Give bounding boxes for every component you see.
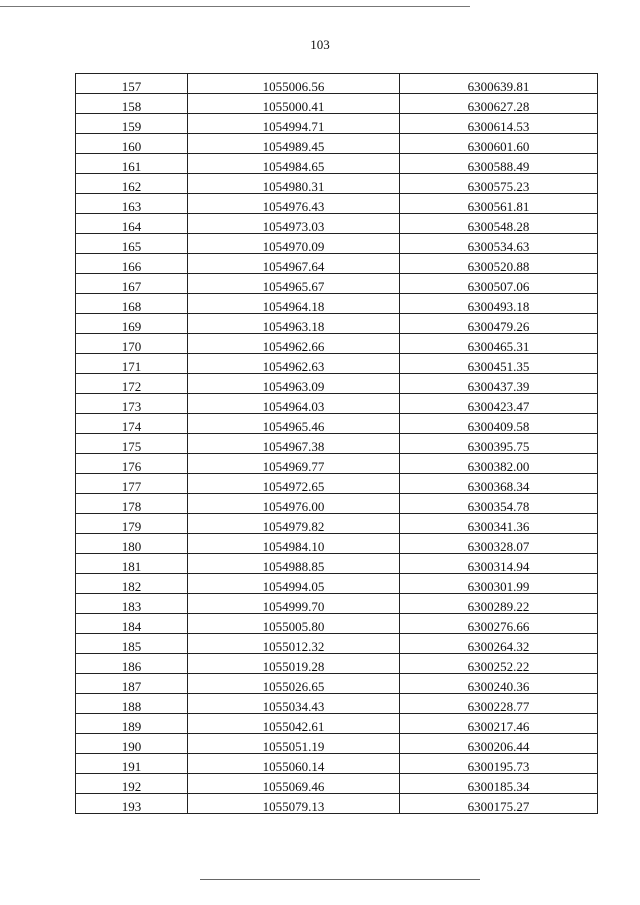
table-row <box>76 754 598 774</box>
x-coordinate-cell: 1054967.38 <box>188 434 400 454</box>
x-coordinate-cell: 1054967.64 <box>188 254 400 274</box>
y-coordinate-cell: 6300382.00 <box>400 454 598 474</box>
y-coordinate-cell: 6300289.22 <box>400 594 598 614</box>
x-coordinate-cell: 1055051.19 <box>188 734 400 754</box>
point-number-cell: 169 <box>76 314 188 334</box>
y-coordinate-cell: 6300252.22 <box>400 654 598 674</box>
table-row <box>76 794 598 814</box>
x-coordinate-cell: 1055060.14 <box>188 754 400 774</box>
table-row <box>76 194 598 214</box>
point-number-cell: 159 <box>76 114 188 134</box>
point-number-cell: 192 <box>76 774 188 794</box>
table-row <box>76 714 598 734</box>
x-coordinate-cell: 1054962.66 <box>188 334 400 354</box>
point-number-cell: 162 <box>76 174 188 194</box>
x-coordinate-cell: 1054963.18 <box>188 314 400 334</box>
y-coordinate-cell: 6300175.27 <box>400 794 598 814</box>
x-coordinate-cell: 1055042.61 <box>188 714 400 734</box>
x-coordinate-cell: 1054962.63 <box>188 354 400 374</box>
table-row <box>76 534 598 554</box>
x-coordinate-cell: 1055079.13 <box>188 794 400 814</box>
y-coordinate-cell: 6300276.66 <box>400 614 598 634</box>
table-row <box>76 514 598 534</box>
y-coordinate-cell: 6300520.88 <box>400 254 598 274</box>
table-row <box>76 314 598 334</box>
table-row <box>76 154 598 174</box>
point-number-cell: 190 <box>76 734 188 754</box>
x-coordinate-cell: 1055006.56 <box>188 74 400 94</box>
y-coordinate-cell: 6300614.53 <box>400 114 598 134</box>
table-row <box>76 254 598 274</box>
top-rule <box>0 6 470 7</box>
point-number-cell: 158 <box>76 94 188 114</box>
page-number: 103 <box>310 37 330 52</box>
y-coordinate-cell: 6300185.34 <box>400 774 598 794</box>
point-number-cell: 175 <box>76 434 188 454</box>
table-row <box>76 494 598 514</box>
x-coordinate-cell: 1054963.09 <box>188 374 400 394</box>
point-number-cell: 177 <box>76 474 188 494</box>
point-number-cell: 184 <box>76 614 188 634</box>
point-number-cell: 176 <box>76 454 188 474</box>
table-row <box>76 634 598 654</box>
x-coordinate-cell: 1054976.43 <box>188 194 400 214</box>
table-row <box>76 694 598 714</box>
table-row <box>76 334 598 354</box>
point-number-cell: 179 <box>76 514 188 534</box>
x-coordinate-cell: 1054970.09 <box>188 234 400 254</box>
y-coordinate-cell: 6300314.94 <box>400 554 598 574</box>
table-row <box>76 774 598 794</box>
y-coordinate-cell: 6300561.81 <box>400 194 598 214</box>
table-row <box>76 134 598 154</box>
point-number-cell: 189 <box>76 714 188 734</box>
point-number-cell: 182 <box>76 574 188 594</box>
table-row <box>76 614 598 634</box>
y-coordinate-cell: 6300493.18 <box>400 294 598 314</box>
y-coordinate-cell: 6300534.63 <box>400 234 598 254</box>
point-number-cell: 163 <box>76 194 188 214</box>
x-coordinate-cell: 1054979.82 <box>188 514 400 534</box>
table-row <box>76 234 598 254</box>
point-number-cell: 160 <box>76 134 188 154</box>
point-number-cell: 171 <box>76 354 188 374</box>
point-number-cell: 191 <box>76 754 188 774</box>
point-number-cell: 178 <box>76 494 188 514</box>
point-number-cell: 193 <box>76 794 188 814</box>
table-row <box>76 354 598 374</box>
point-number-cell: 180 <box>76 534 188 554</box>
x-coordinate-cell: 1054964.18 <box>188 294 400 314</box>
y-coordinate-cell: 6300328.07 <box>400 534 598 554</box>
y-coordinate-cell: 6300507.06 <box>400 274 598 294</box>
x-coordinate-cell: 1054973.03 <box>188 214 400 234</box>
table-row <box>76 174 598 194</box>
point-number-cell: 166 <box>76 254 188 274</box>
point-number-cell: 187 <box>76 674 188 694</box>
x-coordinate-cell: 1054988.85 <box>188 554 400 574</box>
point-number-cell: 181 <box>76 554 188 574</box>
point-number-cell: 164 <box>76 214 188 234</box>
x-coordinate-cell: 1055012.32 <box>188 634 400 654</box>
y-coordinate-cell: 6300206.44 <box>400 734 598 754</box>
table-row <box>76 474 598 494</box>
y-coordinate-cell: 6300575.23 <box>400 174 598 194</box>
point-number-cell: 188 <box>76 694 188 714</box>
x-coordinate-cell: 1054969.77 <box>188 454 400 474</box>
point-number-cell: 168 <box>76 294 188 314</box>
point-number-cell: 165 <box>76 234 188 254</box>
y-coordinate-cell: 6300395.75 <box>400 434 598 454</box>
point-number-cell: 157 <box>76 74 188 94</box>
bottom-rule <box>200 879 480 880</box>
table-row <box>76 214 598 234</box>
x-coordinate-cell: 1054984.65 <box>188 154 400 174</box>
table-row <box>76 454 598 474</box>
x-coordinate-cell: 1055019.28 <box>188 654 400 674</box>
y-coordinate-cell: 6300423.47 <box>400 394 598 414</box>
x-coordinate-cell: 1054964.03 <box>188 394 400 414</box>
table-row <box>76 554 598 574</box>
y-coordinate-cell: 6300639.81 <box>400 74 598 94</box>
x-coordinate-cell: 1054984.10 <box>188 534 400 554</box>
x-coordinate-cell: 1054989.45 <box>188 134 400 154</box>
x-coordinate-cell: 1055000.41 <box>188 94 400 114</box>
table-row <box>76 434 598 454</box>
point-number-cell: 183 <box>76 594 188 614</box>
x-coordinate-cell: 1054999.70 <box>188 594 400 614</box>
coordinates-table-body <box>76 74 598 814</box>
y-coordinate-cell: 6300627.28 <box>400 94 598 114</box>
y-coordinate-cell: 6300217.46 <box>400 714 598 734</box>
x-coordinate-cell: 1055026.65 <box>188 674 400 694</box>
point-number-cell: 167 <box>76 274 188 294</box>
table-row <box>76 414 598 434</box>
x-coordinate-cell: 1054976.00 <box>188 494 400 514</box>
point-number-cell: 161 <box>76 154 188 174</box>
x-coordinate-cell: 1054980.31 <box>188 174 400 194</box>
table-row <box>76 94 598 114</box>
y-coordinate-cell: 6300354.78 <box>400 494 598 514</box>
y-coordinate-cell: 6300548.28 <box>400 214 598 234</box>
y-coordinate-cell: 6300451.35 <box>400 354 598 374</box>
y-coordinate-cell: 6300588.49 <box>400 154 598 174</box>
y-coordinate-cell: 6300465.31 <box>400 334 598 354</box>
coordinates-table <box>75 73 598 814</box>
point-number-cell: 174 <box>76 414 188 434</box>
table-row <box>76 374 598 394</box>
table-row <box>76 734 598 754</box>
point-number-cell: 170 <box>76 334 188 354</box>
table-row <box>76 674 598 694</box>
y-coordinate-cell: 6300240.36 <box>400 674 598 694</box>
x-coordinate-cell: 1054965.46 <box>188 414 400 434</box>
point-number-cell: 172 <box>76 374 188 394</box>
point-number-cell: 173 <box>76 394 188 414</box>
table-row <box>76 294 598 314</box>
x-coordinate-cell: 1055034.43 <box>188 694 400 714</box>
x-coordinate-cell: 1055069.46 <box>188 774 400 794</box>
table-row <box>76 594 598 614</box>
table-row <box>76 114 598 134</box>
table-row <box>76 274 598 294</box>
y-coordinate-cell: 6300195.73 <box>400 754 598 774</box>
y-coordinate-cell: 6300264.32 <box>400 634 598 654</box>
table-row <box>76 394 598 414</box>
y-coordinate-cell: 6300479.26 <box>400 314 598 334</box>
y-coordinate-cell: 6300301.99 <box>400 574 598 594</box>
y-coordinate-cell: 6300601.60 <box>400 134 598 154</box>
y-coordinate-cell: 6300368.34 <box>400 474 598 494</box>
x-coordinate-cell: 1054972.65 <box>188 474 400 494</box>
x-coordinate-cell: 1054994.71 <box>188 114 400 134</box>
y-coordinate-cell: 6300409.58 <box>400 414 598 434</box>
table-row <box>76 74 598 94</box>
x-coordinate-cell: 1054994.05 <box>188 574 400 594</box>
point-number-cell: 185 <box>76 634 188 654</box>
table-row <box>76 654 598 674</box>
x-coordinate-cell: 1055005.80 <box>188 614 400 634</box>
point-number-cell: 186 <box>76 654 188 674</box>
y-coordinate-cell: 6300437.39 <box>400 374 598 394</box>
y-coordinate-cell: 6300228.77 <box>400 694 598 714</box>
x-coordinate-cell: 1054965.67 <box>188 274 400 294</box>
y-coordinate-cell: 6300341.36 <box>400 514 598 534</box>
table-row <box>76 574 598 594</box>
